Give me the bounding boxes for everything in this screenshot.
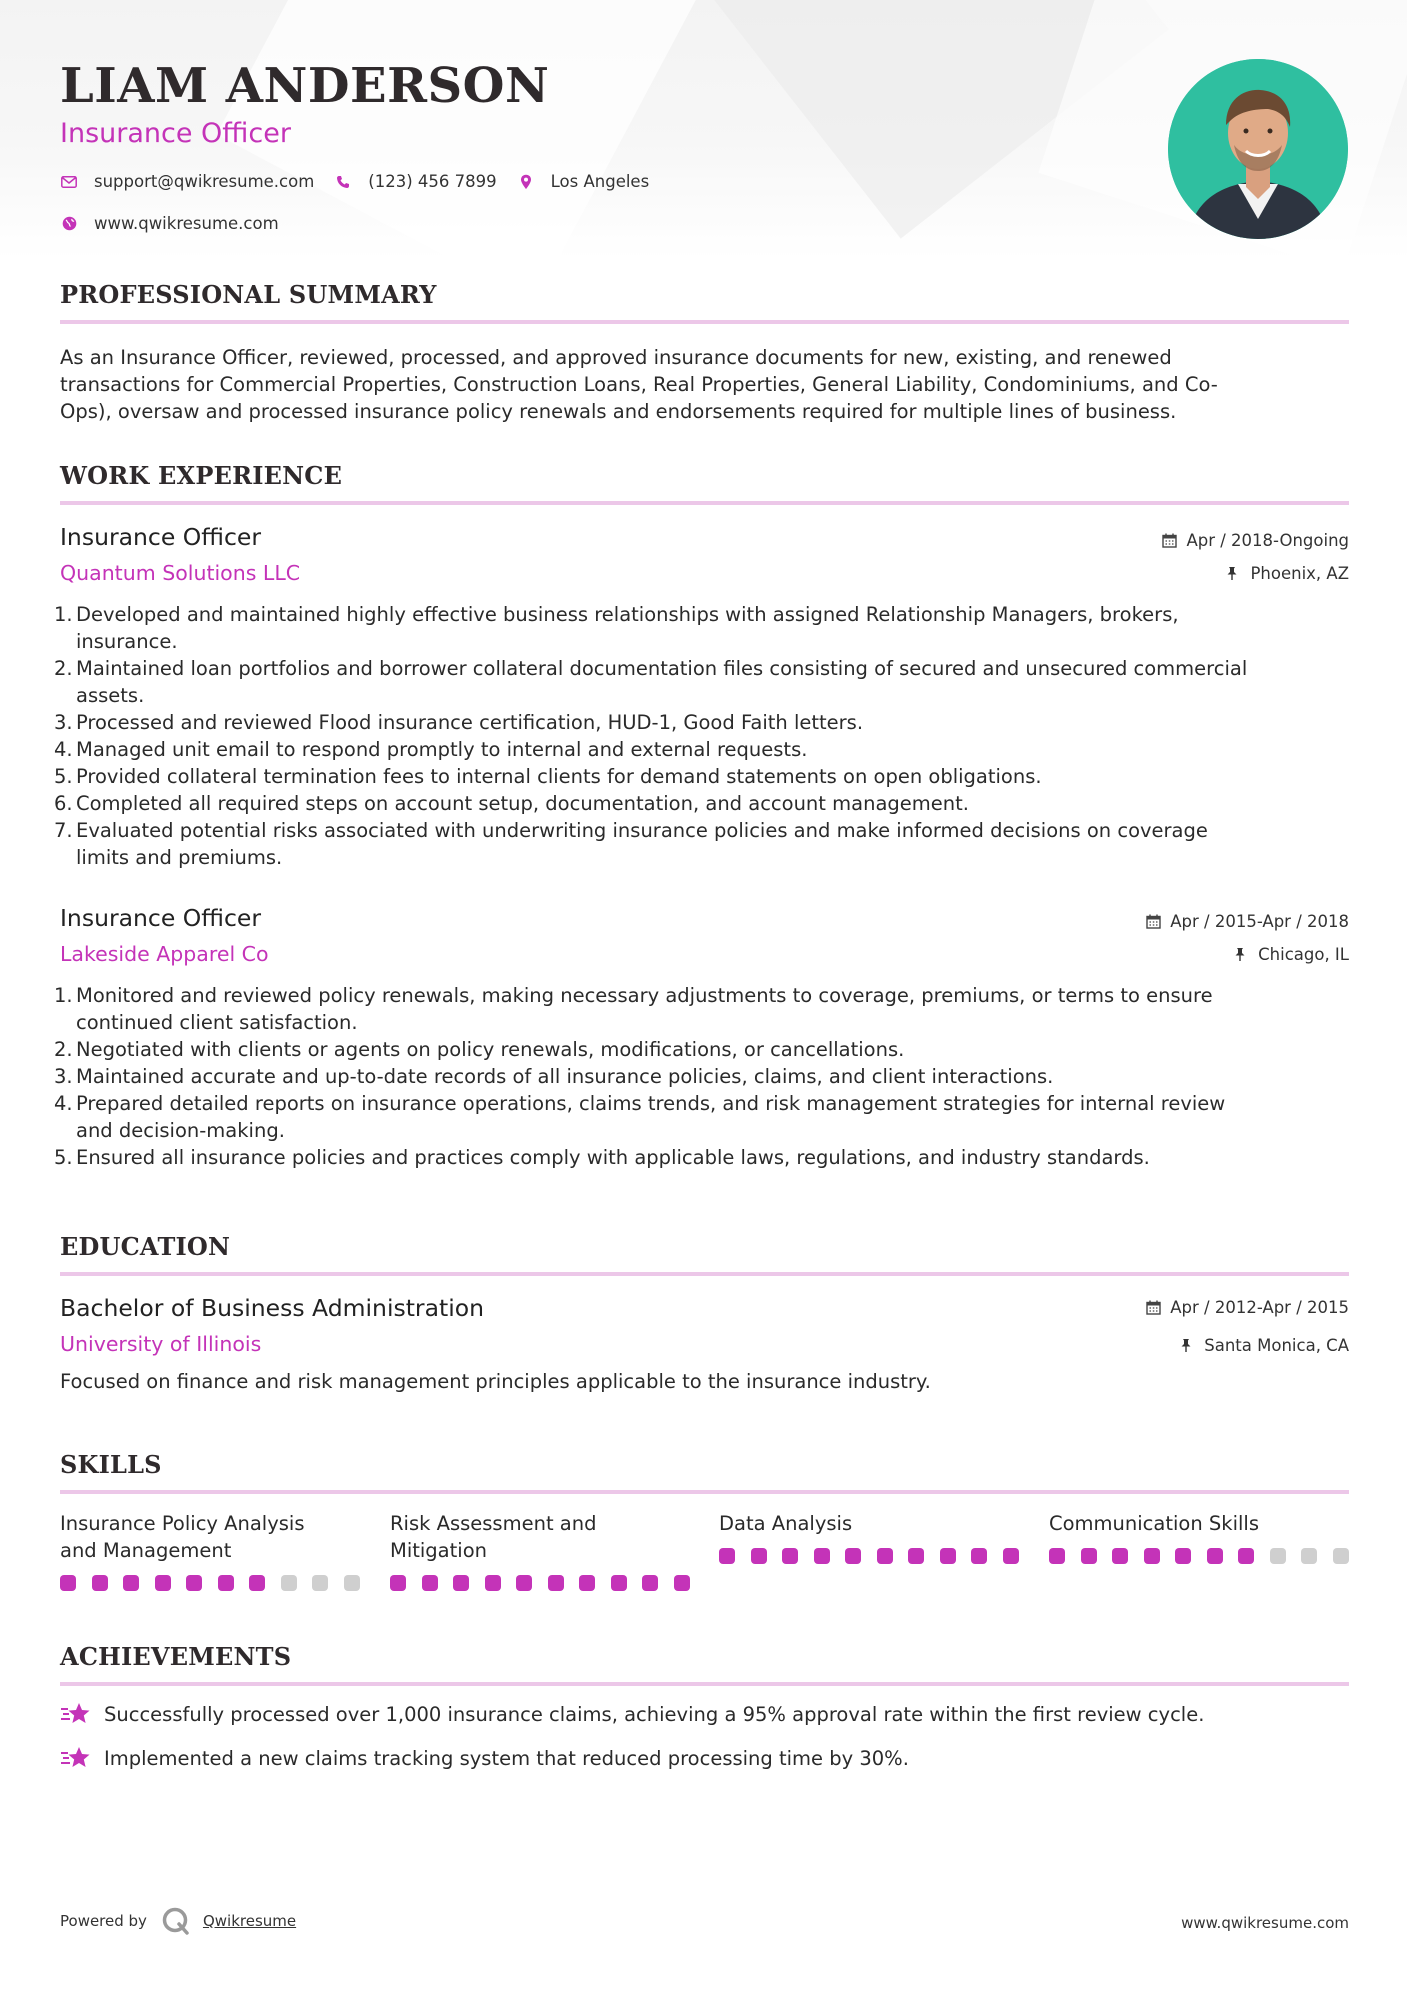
rating-dot-filled <box>782 1548 798 1564</box>
bullet-text <box>72 655 1247 709</box>
rating-dot-filled <box>719 1548 735 1564</box>
rating-dot-filled <box>642 1575 658 1591</box>
job-dates <box>1146 912 1349 931</box>
rating-dot-filled <box>845 1548 861 1564</box>
bullet-line: assets. <box>76 684 145 707</box>
section-achievements <box>60 1642 1349 1770</box>
list-item <box>54 763 1349 790</box>
rating-dot-empty <box>1333 1548 1349 1564</box>
skill-name <box>1049 1510 1349 1537</box>
rating-dot-filled <box>548 1575 564 1591</box>
skill-rating <box>1049 1548 1364 1564</box>
section-divider <box>60 1490 1349 1494</box>
bullet-number: 1. <box>54 603 73 626</box>
job-location <box>1234 945 1349 964</box>
list-item <box>54 709 1349 736</box>
company-name: Lakeside Apparel Co <box>60 942 269 966</box>
job-entry <box>54 904 1349 1184</box>
job-entry <box>54 523 1349 869</box>
bullet-line: insurance. <box>76 630 178 653</box>
rating-dot-empty <box>344 1575 360 1591</box>
rating-dot-filled <box>971 1548 987 1564</box>
job-dates-text: Apr / 2015-Apr / 2018 <box>1170 912 1349 931</box>
bullet-line: and decision-making. <box>76 1119 285 1142</box>
calendar-icon <box>1146 914 1162 930</box>
rating-dot-filled <box>814 1548 830 1564</box>
list-item <box>54 790 1349 817</box>
bullet-text <box>72 601 1179 655</box>
job-location <box>1226 564 1349 583</box>
contact-row <box>60 214 299 233</box>
section-title: SKILLS <box>60 1450 162 1479</box>
globe-icon <box>60 215 78 233</box>
section-title: EDUCATION <box>60 1232 231 1261</box>
bullet-number: 7. <box>54 819 73 842</box>
job-dates <box>1162 531 1349 550</box>
achievement-item <box>60 1700 1204 1728</box>
list-item <box>54 1090 1349 1144</box>
skill-name <box>390 1510 690 1564</box>
section-education <box>60 1232 1349 1393</box>
skill-rating <box>60 1575 375 1591</box>
bullet-text: Provided collateral termination fees to internal clients for demand statements on open obligations. <box>76 765 1042 788</box>
rating-dot-filled <box>1207 1548 1223 1564</box>
summary-line: transactions for Commercial Properties, Construction Loans, Real Properties, General Liability, Condominiums, and Co- <box>60 373 1218 396</box>
list-item <box>54 1036 1349 1063</box>
bullet-number: 5. <box>54 765 73 788</box>
rating-dot-filled <box>674 1575 690 1591</box>
calendar-icon <box>1146 1300 1162 1316</box>
bullet-number: 1. <box>54 984 73 1007</box>
list-item <box>54 982 1349 1036</box>
skill-item <box>1049 1510 1349 1537</box>
job-bullet-list <box>54 601 1349 871</box>
rating-dot-filled <box>390 1575 406 1591</box>
section-experience <box>54 461 1349 1169</box>
list-item <box>54 601 1349 655</box>
school-name: University of Illinois <box>60 1332 262 1356</box>
rating-dot-filled <box>1003 1548 1019 1564</box>
rating-dot-filled <box>751 1548 767 1564</box>
rating-dot-empty <box>1301 1548 1317 1564</box>
contact-phone[interactable] <box>334 172 496 191</box>
achievement-text: Implemented a new claims tracking system that reduced processing time by 30%. <box>104 1746 909 1770</box>
bullet-text: Ensured all insurance policies and practices comply with applicable laws, regulations, and industry standards. <box>76 1146 1150 1169</box>
rating-dot-filled <box>123 1575 139 1591</box>
brand-link[interactable]: Qwikresume <box>202 1912 297 1930</box>
bullet-number: 2. <box>54 1038 73 1061</box>
profile-photo <box>1168 59 1348 239</box>
bullet-line: Developed and maintained highly effective business relationships with assigned Relationship Managers, brokers, <box>76 603 1179 626</box>
rating-dot-filled <box>611 1575 627 1591</box>
job-dates-text: Apr / 2018-Ongoing <box>1186 531 1349 550</box>
footer <box>60 1898 1349 1934</box>
envelope-icon <box>60 173 78 191</box>
summary-line: Ops), oversaw and processed insurance policy renewals and endorsements required for multiple lines of business. <box>60 400 1177 423</box>
rating-dot-filled <box>453 1575 469 1591</box>
rating-dot-filled <box>92 1575 108 1591</box>
education-dates <box>1146 1298 1349 1317</box>
list-item <box>54 817 1349 871</box>
rating-dot-filled <box>485 1575 501 1591</box>
pushpin-icon <box>1226 566 1242 582</box>
bullet-number: 4. <box>54 738 73 761</box>
rating-dot-filled <box>218 1575 234 1591</box>
skill-name-line: Mitigation <box>390 1539 487 1562</box>
bullet-text: Managed unit email to respond promptly to internal and external requests. <box>76 738 808 761</box>
rating-dot-filled <box>940 1548 956 1564</box>
bullet-number: 2. <box>54 657 73 680</box>
footer-url[interactable]: www.qwikresume.com <box>1181 1914 1349 1932</box>
contact-phone-text: (123) 456 7899 <box>368 172 497 191</box>
company-name: Quantum Solutions LLC <box>60 561 301 585</box>
skill-rating <box>390 1575 705 1591</box>
qwikresume-logo-icon <box>161 1906 191 1936</box>
star-icon <box>60 1700 92 1728</box>
list-item <box>54 1063 1349 1090</box>
skill-item <box>60 1510 360 1564</box>
education-dates-text: Apr / 2012-Apr / 2015 <box>1170 1298 1349 1317</box>
skill-name-line: Risk Assessment and <box>390 1512 597 1535</box>
rating-dot-empty <box>312 1575 328 1591</box>
achievement-item <box>60 1744 909 1772</box>
job-title: Insurance Officer <box>60 523 262 551</box>
phone-icon <box>334 173 352 191</box>
bullet-text <box>72 817 1208 871</box>
rating-dot-filled <box>908 1548 924 1564</box>
job-title: Insurance Officer <box>60 904 262 932</box>
rating-dot-filled <box>1238 1548 1254 1564</box>
bullet-text: Completed all required steps on account setup, documentation, and account management. <box>76 792 969 815</box>
bullet-text <box>72 1090 1225 1144</box>
skill-name-line: Insurance Policy Analysis <box>60 1512 305 1535</box>
rating-dot-filled <box>1144 1548 1160 1564</box>
job-location-text: Chicago, IL <box>1258 945 1349 964</box>
background-shape <box>217 0 704 303</box>
bullet-number: 4. <box>54 1092 73 1115</box>
section-title: PROFESSIONAL SUMMARY <box>60 280 437 309</box>
list-item <box>54 655 1349 709</box>
bullet-line: Evaluated potential risks associated with underwriting insurance policies and make informed decisions on coverage <box>76 819 1208 842</box>
bullet-line: Monitored and reviewed policy renewals, making necessary adjustments to coverage, premiums, or terms to ensure <box>76 984 1213 1007</box>
rating-dot-filled <box>1081 1548 1097 1564</box>
bullet-text: Processed and reviewed Flood insurance certification, HUD-1, Good Faith letters. <box>76 711 864 734</box>
skill-name-line: Data Analysis <box>719 1512 853 1535</box>
section-skills <box>60 1450 1349 1562</box>
rating-dot-filled <box>249 1575 265 1591</box>
contact-website[interactable] <box>60 214 279 233</box>
powered-by <box>60 1906 296 1936</box>
candidate-role: Insurance Officer <box>60 118 291 149</box>
contact-website-text: www.qwikresume.com <box>94 214 279 233</box>
bullet-line: Prepared detailed reports on insurance operations, claims trends, and risk management strategies for internal review <box>76 1092 1226 1115</box>
education-location <box>1180 1336 1349 1355</box>
contact-email[interactable] <box>60 172 314 191</box>
education-location-text: Santa Monica, CA <box>1204 1336 1349 1355</box>
section-summary <box>60 280 1349 423</box>
star-icon <box>60 1744 92 1772</box>
calendar-icon <box>1162 533 1178 549</box>
bullet-number: 3. <box>54 711 73 734</box>
education-description: Focused on finance and risk management principles applicable to the insurance industry. <box>60 1370 931 1393</box>
degree-title: Bachelor of Business Administration <box>60 1294 485 1322</box>
job-bullet-list <box>54 982 1349 1171</box>
section-divider <box>60 1272 1349 1276</box>
bullet-number: 5. <box>54 1146 73 1169</box>
rating-dot-filled <box>516 1575 532 1591</box>
job-location-text: Phoenix, AZ <box>1250 564 1349 583</box>
bullet-line: limits and premiums. <box>76 846 283 869</box>
bullet-number: 6. <box>54 792 73 815</box>
bullet-text: Negotiated with clients or agents on policy renewals, modifications, or cancellations. <box>76 1038 905 1061</box>
powered-by-label: Powered by <box>60 1912 147 1930</box>
skill-name <box>60 1510 360 1564</box>
rating-dot-filled <box>1049 1548 1065 1564</box>
rating-dot-filled <box>1112 1548 1128 1564</box>
pushpin-icon <box>1234 947 1250 963</box>
contact-email-text: support@qwikresume.com <box>94 172 315 191</box>
contact-row <box>60 172 669 191</box>
achievement-text: Successfully processed over 1,000 insurance claims, achieving a 95% approval rate within the first review cycle. <box>104 1702 1205 1726</box>
rating-dot-empty <box>1270 1548 1286 1564</box>
skill-item <box>390 1510 690 1564</box>
section-divider <box>60 501 1349 505</box>
summary-text <box>60 344 1349 425</box>
section-divider <box>60 320 1349 324</box>
bullet-number: 3. <box>54 1065 73 1088</box>
list-item <box>54 736 1349 763</box>
pushpin-icon <box>1180 1338 1196 1354</box>
contact-location <box>517 172 650 191</box>
skill-name-line: and Management <box>60 1539 232 1562</box>
rating-dot-filled <box>579 1575 595 1591</box>
bullet-line: continued client satisfaction. <box>76 1011 358 1034</box>
skill-rating <box>719 1548 1034 1564</box>
skills-grid <box>60 1510 1349 1630</box>
rating-dot-filled <box>877 1548 893 1564</box>
skill-item <box>719 1510 1019 1537</box>
contact-location-text: Los Angeles <box>550 172 650 191</box>
summary-line: As an Insurance Officer, reviewed, processed, and approved insurance documents for new, existing, and renewed <box>60 346 1172 369</box>
section-title: ACHIEVEMENTS <box>60 1642 292 1671</box>
bullet-text: Maintained accurate and up-to-date records of all insurance policies, claims, and client interactions. <box>76 1065 1054 1088</box>
section-divider <box>60 1682 1349 1686</box>
bullet-text <box>72 982 1213 1036</box>
skill-name <box>719 1510 1019 1537</box>
rating-dot-empty <box>281 1575 297 1591</box>
rating-dot-filled <box>1175 1548 1191 1564</box>
section-title: WORK EXPERIENCE <box>60 461 343 490</box>
skill-name-line: Communication Skills <box>1049 1512 1259 1535</box>
map-pin-icon <box>517 173 535 191</box>
rating-dot-filled <box>155 1575 171 1591</box>
list-item <box>54 1144 1349 1171</box>
bullet-line: Maintained loan portfolios and borrower collateral documentation files consisting of secured and unsecured commercial <box>76 657 1248 680</box>
rating-dot-filled <box>60 1575 76 1591</box>
candidate-name: LIAM ANDERSON <box>60 58 550 114</box>
rating-dot-filled <box>186 1575 202 1591</box>
rating-dot-filled <box>422 1575 438 1591</box>
